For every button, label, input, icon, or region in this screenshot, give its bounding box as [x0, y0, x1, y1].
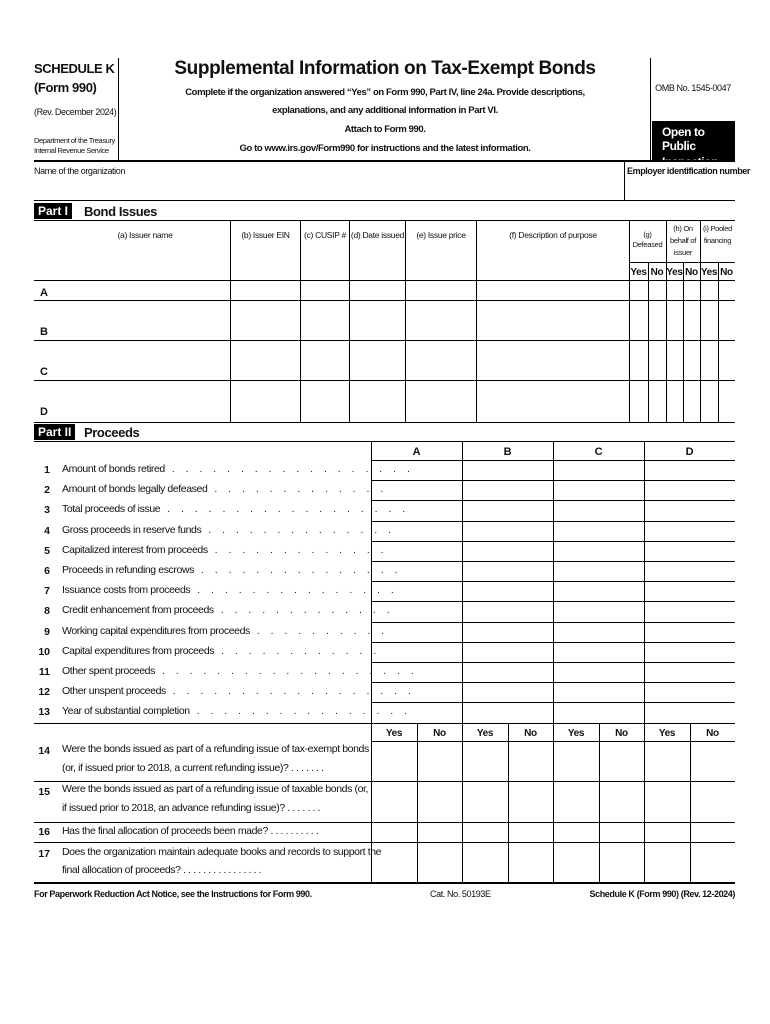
line-12-leader-dots: . . . . . . . . . . . . . . . . . . [165, 685, 415, 698]
line-6-col-b-field[interactable] [463, 562, 552, 580]
question-16-col-a-no-checkbox[interactable] [418, 823, 462, 841]
row-b-description-field[interactable] [477, 301, 628, 339]
col-e-header: (e) Issue price [416, 230, 466, 240]
line-2-col-c-field[interactable] [554, 481, 643, 499]
col-a-header: (a) Issuer name [117, 230, 173, 240]
question-15-col-b-no-checkbox[interactable] [509, 782, 553, 821]
row-a-cusip-field[interactable] [301, 281, 348, 299]
q-a-no-label: No [433, 728, 446, 739]
line-8-label [62, 604, 394, 616]
line-11-text: Other spent proceeds [62, 665, 155, 677]
question-15-line2: if issued prior to 2018, an advance refunding issue)? . . . . . . . [62, 802, 321, 814]
row-d-on-behalf-yes-field[interactable] [666, 381, 682, 421]
line-11-number: 11 [38, 666, 50, 678]
question-14-col-b-no-checkbox[interactable] [509, 742, 553, 780]
col-d-header: (d) Date issued [350, 230, 405, 240]
question-17-line2: final allocation of proceeds? . . . . . . . . . . . . . . . . [62, 864, 262, 876]
question-16-col-b-yes-checkbox[interactable] [463, 823, 507, 841]
line-13-col-d-field[interactable] [645, 703, 734, 721]
line-6-label [62, 564, 402, 576]
question-14-col-a-yes-checkbox[interactable] [372, 742, 416, 780]
row-a-on-behalf-no-field[interactable] [683, 281, 699, 299]
row-c-defeased-no-field[interactable] [648, 341, 665, 379]
part2-tag: Part II [34, 424, 75, 440]
col-g-header: (g) Defeased [632, 230, 663, 249]
row-a-date-issued-field[interactable] [350, 281, 404, 299]
col-f-header: (f) Description of purpose [509, 230, 597, 240]
row-c-cusip-field[interactable] [301, 341, 348, 379]
line-11-col-b-field[interactable] [463, 663, 552, 681]
open-to-public-badge: Open to Public Inspection [652, 121, 735, 161]
line-9-col-a-field[interactable] [372, 623, 461, 641]
i-no-label: No [720, 267, 733, 278]
ein-field[interactable] [626, 176, 734, 198]
line-4-col-c-field[interactable] [554, 522, 643, 540]
form-title: Supplemental Information on Tax-Exempt Bonds [174, 58, 596, 79]
line-10-col-b-field[interactable] [463, 643, 552, 661]
line-4-leader-dots: . . . . . . . . . . . . . . [201, 523, 396, 536]
row-a-on-behalf-yes-field[interactable] [666, 281, 682, 299]
line-6-leader-dots: . . . . . . . . . . . . . . . [193, 564, 402, 576]
row-b-label: B [40, 326, 48, 338]
line-8-col-d-field[interactable] [645, 602, 734, 620]
footer-cat-number: Cat. No. 50193E [430, 889, 491, 899]
row-b-issuer-name-field[interactable] [60, 301, 229, 339]
line-10-col-a-field[interactable] [372, 643, 461, 661]
line-13-col-c-field[interactable] [554, 703, 643, 721]
line-10-col-c-field[interactable] [554, 643, 643, 661]
row-c-pooled-yes-field[interactable] [700, 341, 717, 379]
line-3-text: Total proceeds of issue [62, 503, 161, 516]
part1-tag: Part I [34, 203, 72, 219]
line-5-number: 5 [44, 544, 50, 557]
question-15-line1: Were the bonds issued as part of a refunding issue of taxable bonds (or, [62, 783, 369, 795]
row-c-on-behalf-no-field[interactable] [683, 341, 699, 379]
line-13-label [62, 705, 411, 717]
line-10-text: Capital expenditures from proceeds [62, 644, 215, 657]
schedule-label: SCHEDULE K [34, 61, 115, 76]
row-b-issuer-ein-field[interactable] [231, 301, 299, 339]
question-15-col-d-yes-checkbox[interactable] [645, 782, 689, 821]
line-3-leader-dots: . . . . . . . . . . . . . . . . . . [160, 503, 410, 516]
question-17-col-d-no-checkbox[interactable] [691, 843, 735, 881]
line-7-number: 7 [44, 585, 50, 598]
row-d-date-issued-field[interactable] [350, 381, 404, 421]
line-10-label [62, 645, 380, 657]
q-c-yes-label: Yes [567, 728, 585, 739]
revision-label: (Rev. December 2024) [34, 107, 117, 117]
line-9-col-d-field[interactable] [645, 623, 734, 641]
line-5-col-a-field[interactable] [372, 542, 461, 560]
question-16-col-c-yes-checkbox[interactable] [554, 823, 598, 841]
row-d-defeased-yes-field[interactable] [629, 381, 647, 421]
row-d-issue-price-field[interactable] [406, 381, 475, 421]
department-label: Department of the Treasury [34, 136, 115, 145]
row-c-label: C [40, 366, 48, 378]
line-3-col-c-field[interactable] [554, 501, 643, 519]
col-h-header-3: issuer [673, 248, 693, 257]
line-7-col-c-field[interactable] [554, 582, 643, 600]
line-1-leader-dots: . . . . . . . . . . . . . . . . . . [164, 463, 414, 475]
line-7-col-a-field[interactable] [372, 582, 461, 600]
line-3-col-a-field[interactable] [372, 501, 461, 519]
line-9-text: Working capital expenditures from proceeds [62, 624, 250, 637]
question-16-col-d-no-checkbox[interactable] [691, 823, 735, 841]
line-1-col-c-field[interactable] [554, 461, 643, 479]
line-8-text: Credit enhancement from proceeds [62, 604, 214, 617]
q-d-no-label: No [706, 728, 719, 739]
question-17-col-a-yes-checkbox[interactable] [372, 843, 416, 881]
i-yes-label: Yes [700, 267, 718, 278]
org-name-field[interactable] [34, 176, 622, 198]
col-c-header: (c) CUSIP # [304, 230, 346, 240]
q-a-yes-label: Yes [385, 728, 403, 739]
line-1-col-b-field[interactable] [463, 461, 552, 479]
part1-title: Bond Issues [84, 204, 157, 219]
row-d-description-field[interactable] [477, 381, 628, 421]
q-b-no-label: No [524, 728, 537, 739]
line-12-col-b-field[interactable] [463, 683, 552, 701]
row-d-label: D [40, 406, 48, 418]
row-c-date-issued-field[interactable] [350, 341, 404, 379]
line-7-col-d-field[interactable] [645, 582, 734, 600]
line-2-col-d-field[interactable] [645, 481, 734, 499]
part2-col-b: B [503, 446, 512, 458]
line-13-col-a-field[interactable] [372, 703, 461, 721]
h-no-label: No [685, 267, 698, 278]
line-6-text: Proceeds in refunding escrows [62, 564, 194, 576]
line-8-col-a-field[interactable] [372, 602, 461, 620]
line-14-number: 14 [38, 745, 50, 757]
question-15-col-a-yes-checkbox[interactable] [372, 782, 416, 821]
part2-col-a: A [412, 446, 421, 458]
question-16-col-a-yes-checkbox[interactable] [372, 823, 416, 841]
line-3-number: 3 [44, 504, 50, 517]
row-a-defeased-no-field[interactable] [648, 281, 665, 299]
line-5-col-c-field[interactable] [554, 542, 643, 560]
line-11-leader-dots: . . . . . . . . . . . . . . . . . . . [154, 665, 418, 677]
line-5-leader-dots: . . . . . . . . . . . . . [207, 543, 388, 556]
line-2-text: Amount of bonds legally defeased [62, 483, 208, 496]
row-c-issuer-ein-field[interactable] [231, 341, 299, 379]
part2-col-d: D [685, 446, 694, 458]
row-a-pooled-yes-field[interactable] [700, 281, 717, 299]
footer-form-id: Schedule K (Form 990) (Rev. 12-2024) [589, 889, 735, 899]
g-yes-label: Yes [630, 267, 647, 278]
question-14-line2: (or, if issued prior to 2018, a current refunding issue)? . . . . . . . [62, 762, 324, 774]
col-i-header-2: financing [703, 236, 732, 245]
q-c-no-label: No [615, 728, 628, 739]
line-9-leader-dots: . . . . . . . . . . [249, 624, 389, 637]
row-a-issuer-ein-field[interactable] [231, 281, 299, 299]
col-b-header: (b) Issuer EIN [241, 230, 290, 240]
line-2-number: 2 [44, 484, 50, 497]
row-b-pooled-no-field[interactable] [718, 301, 734, 339]
row-d-pooled-yes-field[interactable] [700, 381, 717, 421]
row-c-on-behalf-yes-field[interactable] [666, 341, 682, 379]
row-d-defeased-no-field[interactable] [648, 381, 665, 421]
org-name-label: Name of the organization [34, 166, 125, 176]
line-6-col-a-field[interactable] [372, 562, 461, 580]
line-2-col-b-field[interactable] [463, 481, 552, 499]
line-1-col-d-field[interactable] [645, 461, 734, 479]
question-17-col-b-yes-checkbox[interactable] [463, 843, 507, 881]
line-12-col-a-field[interactable] [372, 683, 461, 701]
line-3-label [62, 503, 409, 515]
instruction-3: Attach to Form 990. [344, 124, 426, 135]
question-15-col-d-no-checkbox[interactable] [691, 782, 735, 821]
line-11-col-c-field[interactable] [554, 663, 643, 681]
question-16-col-d-yes-checkbox[interactable] [645, 823, 689, 841]
row-b-pooled-yes-field[interactable] [700, 301, 717, 339]
row-c-issuer-name-field[interactable] [60, 341, 229, 379]
line-6-col-d-field[interactable] [645, 562, 734, 580]
line-5-label [62, 544, 388, 556]
line-4-label [62, 524, 395, 536]
line-4-number: 4 [44, 524, 50, 537]
line-1-number: 1 [44, 464, 50, 476]
line-4-col-b-field[interactable] [463, 522, 552, 540]
row-a-description-field[interactable] [477, 281, 628, 299]
row-b-defeased-no-field[interactable] [648, 301, 665, 339]
row-d-cusip-field[interactable] [301, 381, 348, 421]
line-6-number: 6 [44, 565, 50, 577]
line-13-leader-dots: . . . . . . . . . . . . . . . . [189, 705, 412, 718]
line-5-text: Capitalized interest from proceeds [62, 543, 208, 556]
line-10-number: 10 [38, 645, 50, 658]
row-b-on-behalf-yes-field[interactable] [666, 301, 682, 339]
col-h-header-1: (h) On [673, 224, 693, 233]
line-11-col-a-field[interactable] [372, 663, 461, 681]
col-h-header-2: behalf of [669, 236, 697, 245]
line-11-col-d-field[interactable] [645, 663, 734, 681]
question-16-col-b-no-checkbox[interactable] [509, 823, 553, 841]
line-13-number: 13 [38, 706, 50, 719]
row-d-pooled-no-field[interactable] [718, 381, 734, 421]
question-14-col-d-yes-checkbox[interactable] [645, 742, 689, 780]
line-15-number: 15 [38, 786, 50, 798]
question-17-col-c-yes-checkbox[interactable] [554, 843, 598, 881]
row-b-date-issued-field[interactable] [350, 301, 404, 339]
row-d-on-behalf-no-field[interactable] [683, 381, 699, 421]
line-8-col-b-field[interactable] [463, 602, 552, 620]
part2-title: Proceeds [84, 425, 140, 440]
line-7-label [62, 584, 398, 596]
form-label: (Form 990) [34, 80, 97, 95]
line-13-text: Year of substantial completion [62, 705, 190, 718]
line-7-col-b-field[interactable] [463, 582, 552, 600]
line-16-number: 16 [38, 826, 50, 838]
line-4-col-a-field[interactable] [372, 522, 461, 540]
q-b-yes-label: Yes [476, 728, 494, 739]
question-16-col-c-no-checkbox[interactable] [600, 823, 644, 841]
footer-paperwork-notice: For Paperwork Reduction Act Notice, see the Instructions for Form 990. [34, 889, 312, 899]
q-d-yes-label: Yes [658, 728, 676, 739]
line-4-col-d-field[interactable] [645, 522, 734, 540]
question-16: Has the final allocation of proceeds been made? . . . . . . . . . . [62, 825, 319, 837]
row-c-pooled-no-field[interactable] [718, 341, 734, 379]
part2-col-c: C [594, 446, 603, 458]
line-12-number: 12 [38, 686, 50, 699]
line-7-text: Issuance costs from proceeds [62, 584, 191, 597]
question-14-col-a-no-checkbox[interactable] [418, 742, 462, 780]
line-13-col-b-field[interactable] [463, 703, 552, 721]
question-14-col-c-no-checkbox[interactable] [600, 742, 644, 780]
line-2-label [62, 483, 387, 495]
row-b-on-behalf-no-field[interactable] [683, 301, 699, 339]
line-3-col-b-field[interactable] [463, 501, 552, 519]
row-d-issuer-ein-field[interactable] [231, 381, 299, 421]
line-8-leader-dots: . . . . . . . . . . . . . [213, 604, 394, 617]
line-9-number: 9 [44, 625, 50, 638]
question-15-col-b-yes-checkbox[interactable] [463, 782, 507, 821]
question-14-line1: Were the bonds issued as part of a refunding issue of tax-exempt bonds [62, 743, 369, 755]
row-b-issue-price-field[interactable] [406, 301, 475, 339]
instruction-1: Complete if the organization answered “Yes” on Form 990, Part IV, line 24a. Provide descriptions, [185, 87, 585, 98]
line-4-text: Gross proceeds in reserve funds [62, 523, 202, 536]
question-17-col-c-no-checkbox[interactable] [600, 843, 644, 881]
line-9-label [62, 625, 388, 637]
question-14-col-c-yes-checkbox[interactable] [554, 742, 598, 780]
row-a-issuer-name-field[interactable] [60, 281, 229, 299]
line-17-number: 17 [38, 848, 50, 860]
row-c-description-field[interactable] [477, 341, 628, 379]
line-2-leader-dots: . . . . . . . . . . . . . [207, 483, 388, 496]
line-3-col-d-field[interactable] [645, 501, 734, 519]
line-12-col-d-field[interactable] [645, 683, 734, 701]
h-yes-label: Yes [666, 267, 683, 278]
line-12-text: Other unspent proceeds [62, 685, 166, 698]
question-17-line1: Does the organization maintain adequate books and records to support the [62, 846, 382, 858]
line-10-col-d-field[interactable] [645, 643, 734, 661]
line-12-col-c-field[interactable] [554, 683, 643, 701]
line-5-col-b-field[interactable] [463, 542, 552, 560]
question-15-col-c-yes-checkbox[interactable] [554, 782, 598, 821]
row-a-label: A [40, 287, 48, 299]
row-c-issue-price-field[interactable] [406, 341, 475, 379]
row-d-issuer-name-field[interactable] [60, 381, 229, 421]
row-a-pooled-no-field[interactable] [718, 281, 734, 299]
line-8-col-c-field[interactable] [554, 602, 643, 620]
ein-label: Employer identification number [627, 166, 751, 176]
row-c-defeased-yes-field[interactable] [629, 341, 647, 379]
line-6-col-c-field[interactable] [554, 562, 643, 580]
instruction-4: Go to www.irs.gov/Form990 for instructions and the latest information. [239, 143, 531, 154]
g-no-label: No [650, 267, 664, 278]
row-a-defeased-yes-field[interactable] [629, 281, 647, 299]
question-17-col-a-no-checkbox[interactable] [418, 843, 462, 881]
question-14-col-d-no-checkbox[interactable] [691, 742, 735, 780]
line-9-col-c-field[interactable] [554, 623, 643, 641]
question-17-col-d-yes-checkbox[interactable] [645, 843, 689, 881]
line-1-label [62, 463, 414, 475]
line-7-leader-dots: . . . . . . . . . . . . . . . [190, 584, 398, 597]
line-1-col-a-field[interactable] [372, 461, 461, 479]
row-b-cusip-field[interactable] [301, 301, 348, 339]
line-5-col-d-field[interactable] [645, 542, 734, 560]
row-b-defeased-yes-field[interactable] [629, 301, 647, 339]
question-15-col-c-no-checkbox[interactable] [600, 782, 644, 821]
question-17-col-b-no-checkbox[interactable] [509, 843, 553, 881]
line-1-text: Amount of bonds retired [62, 463, 165, 475]
line-9-col-b-field[interactable] [463, 623, 552, 641]
line-11-label [62, 665, 418, 677]
row-a-issue-price-field[interactable] [406, 281, 475, 299]
line-2-col-a-field[interactable] [372, 481, 461, 499]
question-15-col-a-no-checkbox[interactable] [418, 782, 462, 821]
question-14-col-b-yes-checkbox[interactable] [463, 742, 507, 780]
line-8-number: 8 [44, 605, 50, 618]
line-10-leader-dots: . . . . . . . . . . . . [214, 644, 381, 657]
irs-label: Internal Revenue Service [34, 146, 109, 155]
omb-number: OMB No. 1545-0047 [655, 83, 731, 93]
instruction-2: explanations, and any additional information in Part VI. [272, 105, 498, 116]
col-i-header-1: (i) Pooled [702, 224, 733, 233]
line-12-label [62, 685, 415, 697]
